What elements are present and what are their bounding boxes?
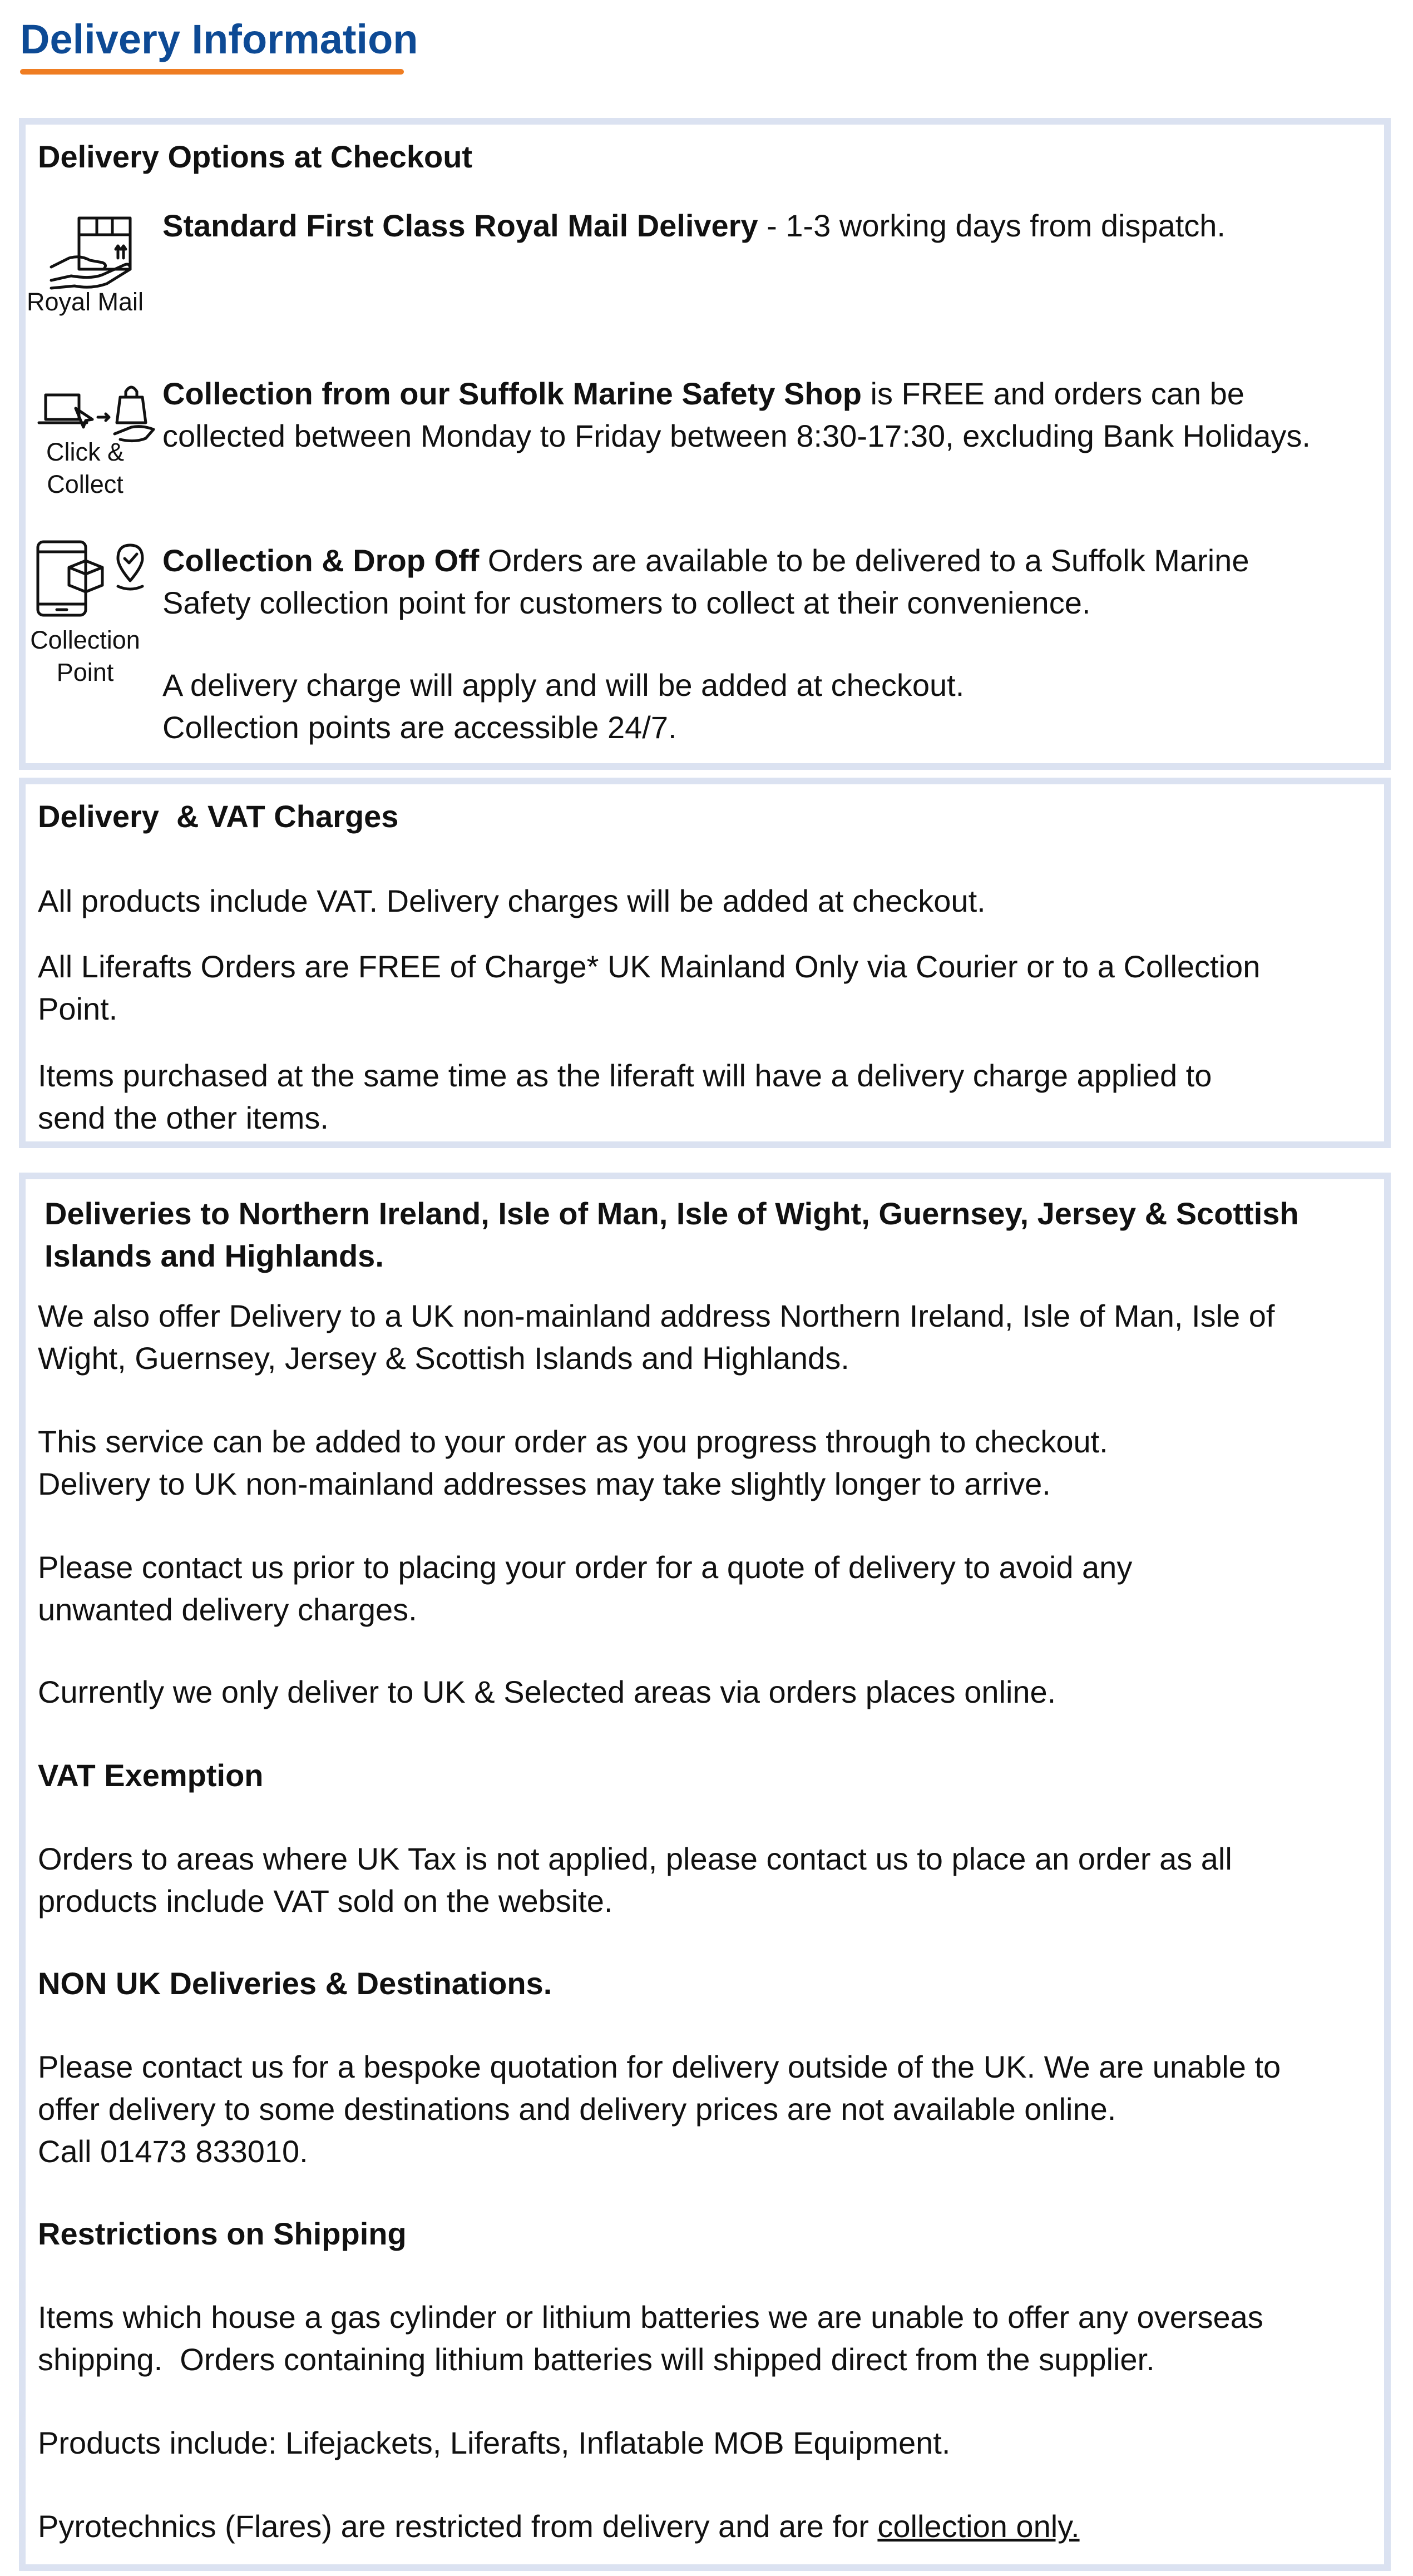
click-collect-text: Collection from our Suffolk Marine Safety Shop is FREE and orders can be collected between Monday to Friday between 8:30-17:30, excluding Bank Holidays. <box>162 376 1311 453</box>
regions-box <box>19 1173 1391 2571</box>
restricted-products: Products include: Lifejackets, Liferafts, Inflatable MOB Equipment. <box>38 2425 951 2460</box>
vat-exemption-heading: VAT Exemption <box>38 1758 264 1793</box>
vat-charges-p2: All Liferafts Orders are FREE of Charge* UK Mainland Only via Courier or to a Collection Point. <box>38 949 1261 1026</box>
laptop-bag-icon <box>37 378 159 445</box>
vat-charges-heading: Delivery & VAT Charges <box>38 799 399 834</box>
regions-p2: This service can be added to your order as you progress through to checkout. Delivery to UK non-mainland addresses may take slightly longer to arrive. <box>38 1424 1108 1501</box>
royal-mail-text: Standard First Class Royal Mail Delivery - 1-3 working days from dispatch. <box>162 208 1226 243</box>
page-title: Delivery Information <box>20 16 418 62</box>
royal-mail-label: Royal Mail <box>26 288 144 316</box>
restrictions-heading: Restrictions on Shipping <box>38 2216 407 2251</box>
delivery-options-heading: Delivery Options at Checkout <box>38 139 473 174</box>
title-underline <box>20 69 404 75</box>
non-uk-text: Please contact us for a bespoke quotation for delivery outside of the UK. We are unable to offer delivery to some destinations and delivery prices are not available online. Call 01473 833010. <box>38 2049 1281 2169</box>
regions-heading: Deliveries to Northern Ireland, Isle of Man, Isle of Wight, Guernsey, Jersey & Scottish Islands and Highlands. <box>45 1196 1299 1273</box>
collection-only-link[interactable]: collection only. <box>877 2509 1080 2544</box>
regions-p4: Currently we only deliver to UK & Selected areas via orders places online. <box>38 1674 1056 1709</box>
regions-p1: We also offer Delivery to a UK non-mainland address Northern Ireland, Isle of Man, Isle of Wight, Guernsey, Jersey & Scottish Islands and Highlands. <box>38 1298 1275 1376</box>
non-uk-heading: NON UK Deliveries & Destinations. <box>38 1966 552 2001</box>
vat-exemption-text: Orders to areas where UK Tax is not applied, please contact us to place an order as all products include VAT sold on the website. <box>38 1841 1232 1919</box>
click-collect-label: Click & Collect <box>46 438 124 498</box>
collection-point-note: A delivery charge will apply and will be added at checkout. Collection points are accessible 24/7. <box>162 668 965 745</box>
vat-charges-p1: All products include VAT. Delivery charges will be added at checkout. <box>38 883 986 918</box>
collection-point-label: Collection Point <box>30 626 140 686</box>
delivery-options-box <box>19 118 1391 770</box>
pyrotechnics-text: Pyrotechnics (Flares) are restricted from delivery and are for collection only. <box>38 2509 1080 2544</box>
parcel-hand-icon <box>47 207 141 290</box>
phone-box-pin-icon <box>34 538 162 619</box>
regions-p3: Please contact us prior to placing your order for a quote of delivery to avoid any unwanted delivery charges. <box>38 1550 1133 1627</box>
vat-charges-p3: Items purchased at the same time as the liferaft will have a delivery charge applied to send the other items. <box>38 1058 1212 1135</box>
collection-point-text: Collection & Drop Off Orders are available to be delivered to a Suffolk Marine Safety collection point for customers to collect at their convenience. <box>162 543 1249 620</box>
restrictions-text: Items which house a gas cylinder or lithium batteries we are unable to offer any overseas shipping. Orders containing lithium batteries will shipped direct from the supplier. <box>38 2300 1263 2377</box>
vat-charges-box <box>19 778 1391 1148</box>
